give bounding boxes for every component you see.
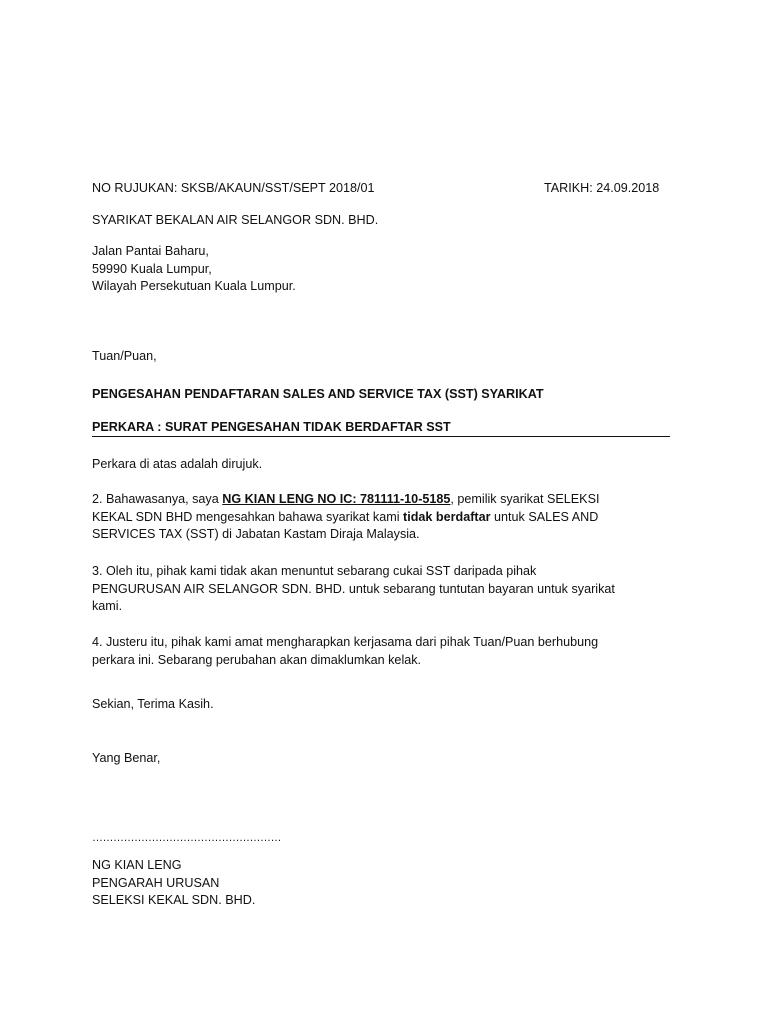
closing: Sekian, Terima Kasih. [92, 697, 214, 711]
signatory-company: SELEKSI KEKAL SDN. BHD. [92, 893, 256, 907]
address-line: 59990 Kuala Lumpur, [92, 261, 212, 276]
signatory-title: PENGARAH URUSAN [92, 875, 220, 890]
name-and-ic: NG KIAN LENG NO IC: 781111-10-5185 [222, 492, 451, 506]
signature-line: ……………………………………………… [92, 832, 281, 844]
paragraph-3: 3. Oleh itu, pihak kami tidak akan menuntut sebarang cukai SST daripada pihak PENGURUSAN AIR SELANGOR SDN. BHD. untuk sebarang tuntutan bayaran untuk syarikat kami. [92, 564, 615, 613]
perkara-text: PERKARA : SURAT PENGESAHAN TIDAK BERDAFTAR SST [92, 420, 451, 434]
address-line: Jalan Pantai Baharu, [92, 244, 209, 258]
reference-number: NO RUJUKAN: SKSB/AKAUN/SST/SEPT 2018/01 [92, 181, 375, 195]
perkara-line [92, 419, 670, 437]
not-registered-text: tidak berdaftar [403, 509, 491, 524]
recipient-address [92, 243, 672, 296]
signatory-name: NG KIAN LENG [92, 858, 182, 872]
subject-line: PENGESAHAN PENDAFTARAN SALES AND SERVICE TAX (SST) SYARIKAT [92, 387, 544, 401]
paragraph-2: 2. Bahawasanya, saya NG KIAN LENG NO IC: 781111-10-5185, pemilik syarikat SELEKSI KEKAL SDN BHD mengesahkan bahawa syarikat kami tidak berdaftar untuk SALES AND SERVICES TAX (SST) di Jabatan Kastam Diraja Malaysia. [92, 492, 600, 541]
salutation: Tuan/Puan, [92, 349, 157, 363]
recipient-company: SYARIKAT BEKALAN AIR SELANGOR SDN. BHD. [92, 213, 379, 227]
address-line: Wilayah Persekutuan Kuala Lumpur. [92, 279, 296, 293]
signatory-block [92, 857, 672, 910]
paragraph-4: 4. Justeru itu, pihak kami amat mengharapkan kerjasama dari pihak Tuan/Puan berhubung perkara ini. Sebarang perubahan akan dimaklumkan kelak. [92, 635, 599, 667]
sign-off: Yang Benar, [92, 751, 161, 765]
letter-date: TARIKH: 24.09.2018 [544, 181, 660, 195]
opening-paragraph: Perkara di atas adalah dirujuk. [92, 457, 263, 471]
